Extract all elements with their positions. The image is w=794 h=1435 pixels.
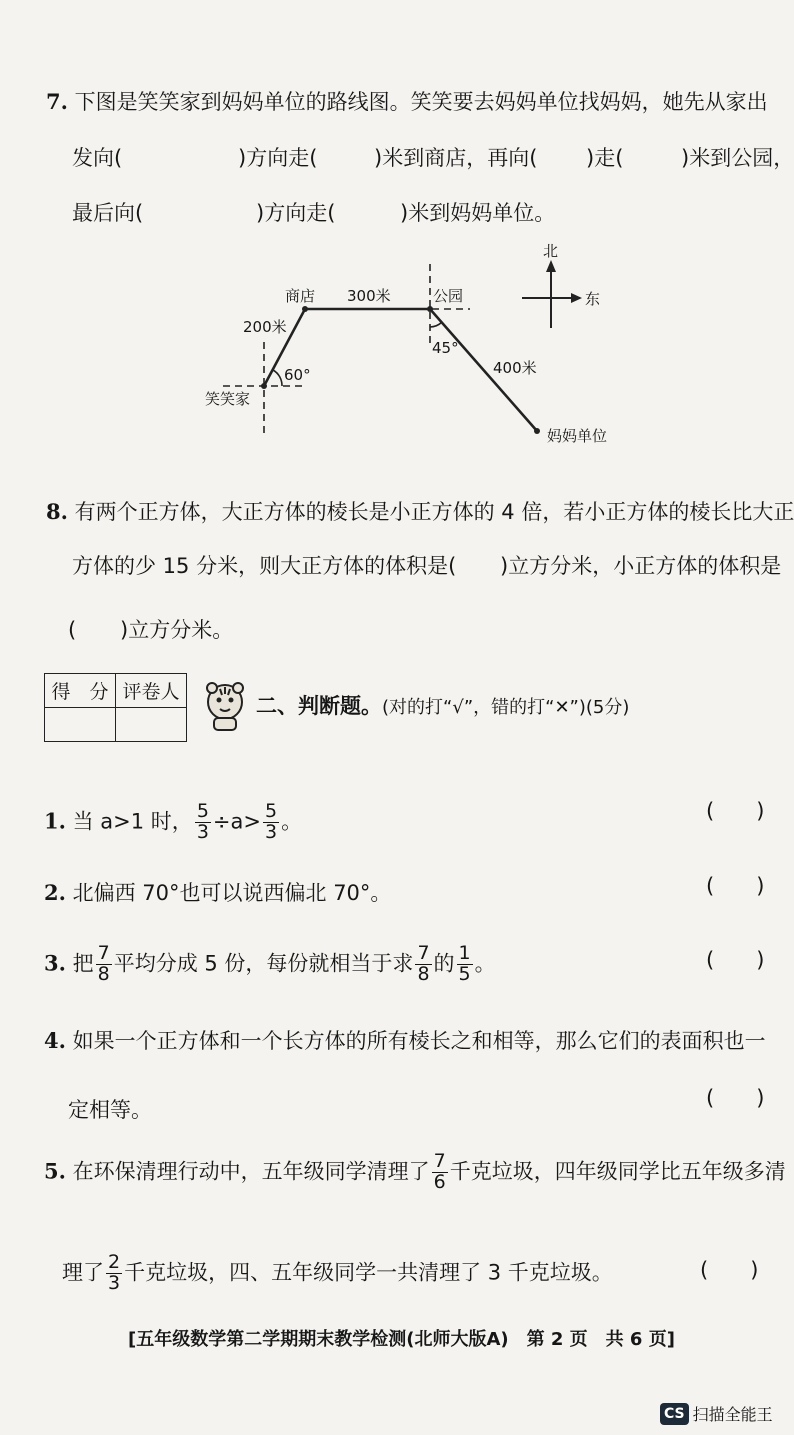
section2-instruction: (对的打“√”，错的打“✕”)(5分) xyxy=(382,697,630,718)
q8-blank-big-volume[interactable]: 方体的少 15 分米，则大正方体的体积是( xyxy=(72,554,457,578)
judge-3-text-c: 的 xyxy=(433,951,455,976)
grader-cell[interactable] xyxy=(116,708,187,742)
judge-item-4-line1 xyxy=(44,1025,766,1055)
q8-line3 xyxy=(68,614,233,644)
label-east: 东 xyxy=(585,290,601,308)
fraction: $\frac{1}{5}$ xyxy=(458,942,471,985)
judge-2-answer[interactable]: ( ) xyxy=(706,874,765,898)
q7-line2 xyxy=(72,142,792,172)
q8-text-2: )立方分米，小正方体的体积是 xyxy=(500,554,782,578)
judge-item-2 xyxy=(44,877,391,907)
label-seg1: 200米 xyxy=(243,318,287,336)
fraction: $\frac{5}{3}$ xyxy=(196,800,209,843)
q7-blank-direction2[interactable]: )米到商店，再向( xyxy=(374,146,538,170)
fraction: $\frac{2}{3}$ xyxy=(108,1251,121,1294)
judge-4-text-2: 定相等。 xyxy=(68,1098,152,1122)
judge-item-5-line2 xyxy=(62,1253,613,1294)
score-table xyxy=(44,673,187,742)
work-point xyxy=(534,428,540,434)
grader-label: 评卷人 xyxy=(116,674,187,708)
score-label: 得 分 xyxy=(45,674,116,708)
judge-1-text-c: 。 xyxy=(281,809,303,834)
q7-blank-distance2[interactable]: )走( xyxy=(586,146,624,170)
judge-1-text-b: ÷a> xyxy=(212,809,261,834)
judge-2-text: 北偏西 70°也可以说西偏北 70°。 xyxy=(72,881,392,905)
judge-5-text-a: 在环保清理行动中，五年级同学清理了 xyxy=(72,1159,430,1184)
q8-line1 xyxy=(46,496,794,526)
judge-1-text-a: 当 a>1 时， xyxy=(72,809,193,834)
angle-45-arc xyxy=(430,322,442,327)
home-point xyxy=(261,383,267,389)
compass-east-arrow xyxy=(571,293,582,303)
judge-4-answer[interactable]: ( ) xyxy=(706,1086,765,1110)
judge-4-number: 4. xyxy=(44,1028,66,1053)
judge-3-text-a: 把 xyxy=(72,951,94,976)
section2-title: 二、判断题。 xyxy=(256,694,382,718)
scanner-badge xyxy=(660,1402,773,1425)
judge-4-text-1: 如果一个正方体和一个长方体的所有棱长之和相等，那么它们的表面积也一 xyxy=(72,1029,766,1053)
judge-item-5-line1 xyxy=(44,1152,786,1193)
q7-number: 7. xyxy=(46,89,68,114)
judge-1-number: 1. xyxy=(44,808,66,834)
label-seg3: 400米 xyxy=(493,359,537,377)
q8-line2 xyxy=(72,550,781,580)
judge-1-answer[interactable]: ( ) xyxy=(706,799,765,823)
judge-3-text-e: 。 xyxy=(474,951,496,976)
q7-line1 xyxy=(46,86,768,116)
fraction: $\frac{7}{8}$ xyxy=(97,942,110,985)
judge-5-answer[interactable]: ( ) xyxy=(700,1258,759,1282)
judge-3-number: 3. xyxy=(44,950,66,976)
judge-5-number: 5. xyxy=(44,1158,66,1184)
label-angle1: 60° xyxy=(284,366,311,384)
judge-3-answer[interactable]: ( ) xyxy=(706,948,765,972)
q7-line2-end: )米到公园， xyxy=(681,146,794,170)
fraction: $\frac{7}{8}$ xyxy=(417,942,430,985)
park-point xyxy=(427,306,433,312)
q7-blank-direction1[interactable]: 发向( xyxy=(72,146,123,170)
angle-60-arc xyxy=(273,370,282,386)
judge-3-text-b: 平均分成 5 份，每份就相当于求 xyxy=(113,951,414,976)
score-cell[interactable] xyxy=(45,708,116,742)
judge-2-number: 2. xyxy=(44,880,66,905)
judge-5-text-c: 理了 xyxy=(62,1260,104,1285)
q7-line3-end: )米到妈妈单位。 xyxy=(400,201,556,225)
label-shop: 商店 xyxy=(285,287,316,305)
scanner-name: 扫描全能王 xyxy=(692,1405,773,1424)
q8-blank-small-volume[interactable]: ( xyxy=(68,618,77,642)
label-angle2: 45° xyxy=(432,339,459,357)
scanner-logo-icon: CS xyxy=(660,1403,689,1425)
section2-header xyxy=(256,690,629,720)
fraction: $\frac{5}{3}$ xyxy=(264,800,278,843)
label-park: 公园 xyxy=(433,287,464,305)
q7-blank-direction3[interactable]: 最后向( xyxy=(72,201,144,225)
judge-item-3 xyxy=(44,944,496,985)
tiger-mascot-icon xyxy=(200,680,250,732)
judge-5-text-d: 千克垃圾，四、五年级同学一共清理了 3 千克垃圾。 xyxy=(124,1260,613,1285)
shop-point xyxy=(302,306,308,312)
compass-north-arrow xyxy=(546,260,556,272)
label-seg2: 300米 xyxy=(347,287,391,305)
route-diagram xyxy=(0,240,794,455)
q8-text-3: )立方分米。 xyxy=(120,618,234,642)
q8-text-1: 有两个正方体，大正方体的棱长是小正方体的 4 倍，若小正方体的棱长比大正 xyxy=(74,500,794,524)
q7-blank-distance1[interactable]: )方向走( xyxy=(238,146,318,170)
judge-5-text-b: 千克垃圾，四年级同学比五年级多清 xyxy=(449,1159,786,1184)
judge-item-1 xyxy=(44,802,302,843)
label-home: 笑笑家 xyxy=(205,390,251,408)
q7-text-1: 下图是笑笑家到妈妈单位的路线图。笑笑要去妈妈单位找妈妈，她先从家出 xyxy=(74,90,768,114)
page-footer: [五年级数学第二学期期末教学检测(北师大版A) 第 2 页 共 6 页] xyxy=(128,1329,675,1350)
q7-blank-distance3[interactable]: )方向走( xyxy=(256,201,336,225)
q8-number: 8. xyxy=(46,499,68,524)
label-work: 妈妈单位 xyxy=(547,427,608,445)
q7-line3 xyxy=(72,197,555,227)
label-north: 北 xyxy=(543,242,559,260)
fraction: $\frac{7}{6}$ xyxy=(433,1150,446,1193)
